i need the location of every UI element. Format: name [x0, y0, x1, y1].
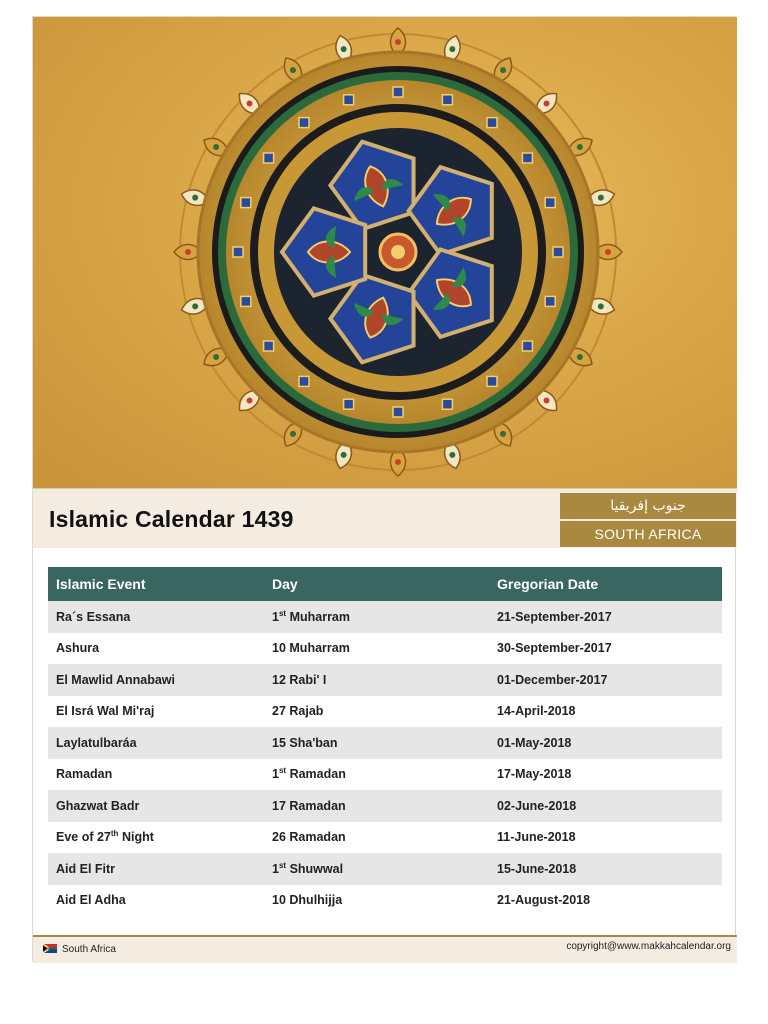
- gregorian-date-cell: 17-May-2018: [497, 767, 572, 782]
- day-month: Rabi' I: [289, 672, 327, 687]
- day-number: 1: [272, 609, 279, 624]
- table-row: [48, 696, 722, 728]
- gregorian-date-cell: 21-August-2018: [497, 893, 591, 908]
- table-header: [48, 567, 722, 601]
- gregorian-date-cell: 01-May-2018: [497, 735, 572, 750]
- copyright-text: copyright@www.makkahcalendar.org: [566, 941, 731, 952]
- day-cell: [265, 893, 490, 907]
- south-africa-flag-icon: [43, 944, 57, 953]
- page-title: Islamic Calendar 1439: [49, 506, 294, 532]
- event-cell: [48, 799, 265, 813]
- ornament-artwork: [33, 17, 737, 488]
- day-cell: [265, 862, 490, 876]
- events-table: [48, 567, 722, 916]
- country-arabic-badge: جنوب إفريقيا: [560, 493, 736, 519]
- day-month: Ramadan: [289, 798, 346, 813]
- gregorian-date-cell: 11-June-2018: [497, 830, 576, 845]
- event-name: Laylatulbaráa: [56, 735, 137, 750]
- table-row: [48, 822, 722, 854]
- table-row: [48, 853, 722, 885]
- gregorian-date-cell: 02-June-2018: [497, 798, 577, 813]
- event-name: El Mawlid Annabawi: [56, 672, 175, 687]
- event-cell: [48, 704, 265, 718]
- day-month: Muharram: [289, 609, 350, 624]
- table-row: [48, 633, 722, 665]
- islamic-ornament-icon: [33, 17, 737, 488]
- footer-country: South Africa: [62, 944, 116, 955]
- table-row: [48, 601, 722, 633]
- day-cell: [265, 830, 490, 844]
- day-number: 17: [272, 798, 286, 813]
- day-number: 10: [272, 641, 286, 656]
- event-ordinal-suffix: th: [110, 829, 119, 839]
- gregorian-date-cell: 14-April-2018: [497, 704, 576, 719]
- event-name: Ashura: [56, 641, 100, 656]
- day-cell: [265, 641, 490, 655]
- day-month: Muharram: [289, 641, 350, 656]
- day-cell: [265, 767, 490, 781]
- event-name-pre: Eve of 27: [56, 830, 111, 845]
- day-cell: [265, 673, 490, 687]
- event-name: Ra´s Essana: [56, 609, 131, 624]
- event-name: Ramadan: [56, 767, 113, 782]
- country-name-badge: SOUTH AFRICA: [560, 521, 736, 547]
- table-row: [48, 664, 722, 696]
- event-cell: [48, 893, 265, 907]
- event-cell: [48, 862, 265, 876]
- day-cell: [265, 610, 490, 624]
- day-ordinal-suffix: st: [278, 766, 287, 776]
- gregorian-date-cell: 21-September-2017: [497, 609, 612, 624]
- day-cell: [265, 799, 490, 813]
- calendar-page: [32, 16, 736, 962]
- day-number: 1: [272, 767, 279, 782]
- event-cell: [48, 736, 265, 750]
- table-row: [48, 727, 722, 759]
- column-header-event: Islamic Event: [56, 576, 146, 592]
- column-header-day: Day: [272, 576, 298, 592]
- day-number: 1: [272, 861, 279, 876]
- day-number: 26: [272, 830, 286, 845]
- event-name-post: Night: [121, 830, 154, 845]
- event-cell: [48, 641, 265, 655]
- day-month: Ramadan: [289, 830, 346, 845]
- footer: [33, 937, 737, 963]
- day-ordinal-suffix: st: [278, 608, 287, 618]
- day-number: 12: [272, 672, 286, 687]
- event-name: Aid El Adha: [56, 893, 126, 908]
- table-body: [48, 601, 722, 916]
- gregorian-date-cell: 15-June-2018: [497, 861, 577, 876]
- column-header-date: Gregorian Date: [497, 576, 599, 592]
- table-row: [48, 885, 722, 917]
- gregorian-date-cell: 01-December-2017: [497, 672, 608, 687]
- day-cell: [265, 704, 490, 718]
- day-number: 10: [272, 893, 286, 908]
- table-row: [48, 790, 722, 822]
- day-month: Sha'ban: [289, 735, 338, 750]
- event-cell: [48, 767, 265, 781]
- event-cell: [48, 673, 265, 687]
- day-month: Dhulhijja: [289, 893, 343, 908]
- day-month: Rajab: [289, 704, 324, 719]
- event-cell: [48, 830, 265, 844]
- table-row: [48, 759, 722, 791]
- day-number: 27: [272, 704, 286, 719]
- day-month: Shuwwal: [289, 861, 344, 876]
- event-name: Aid El Fitr: [56, 861, 116, 876]
- day-month: Ramadan: [289, 767, 346, 782]
- day-number: 15: [272, 735, 286, 750]
- event-name: Ghazwat Badr: [56, 798, 140, 813]
- gregorian-date-cell: 30-September-2017: [497, 641, 612, 656]
- day-cell: [265, 736, 490, 750]
- event-cell: [48, 610, 265, 624]
- day-ordinal-suffix: st: [278, 860, 287, 870]
- event-name: El Isrá Wal Mi'raj: [56, 704, 155, 719]
